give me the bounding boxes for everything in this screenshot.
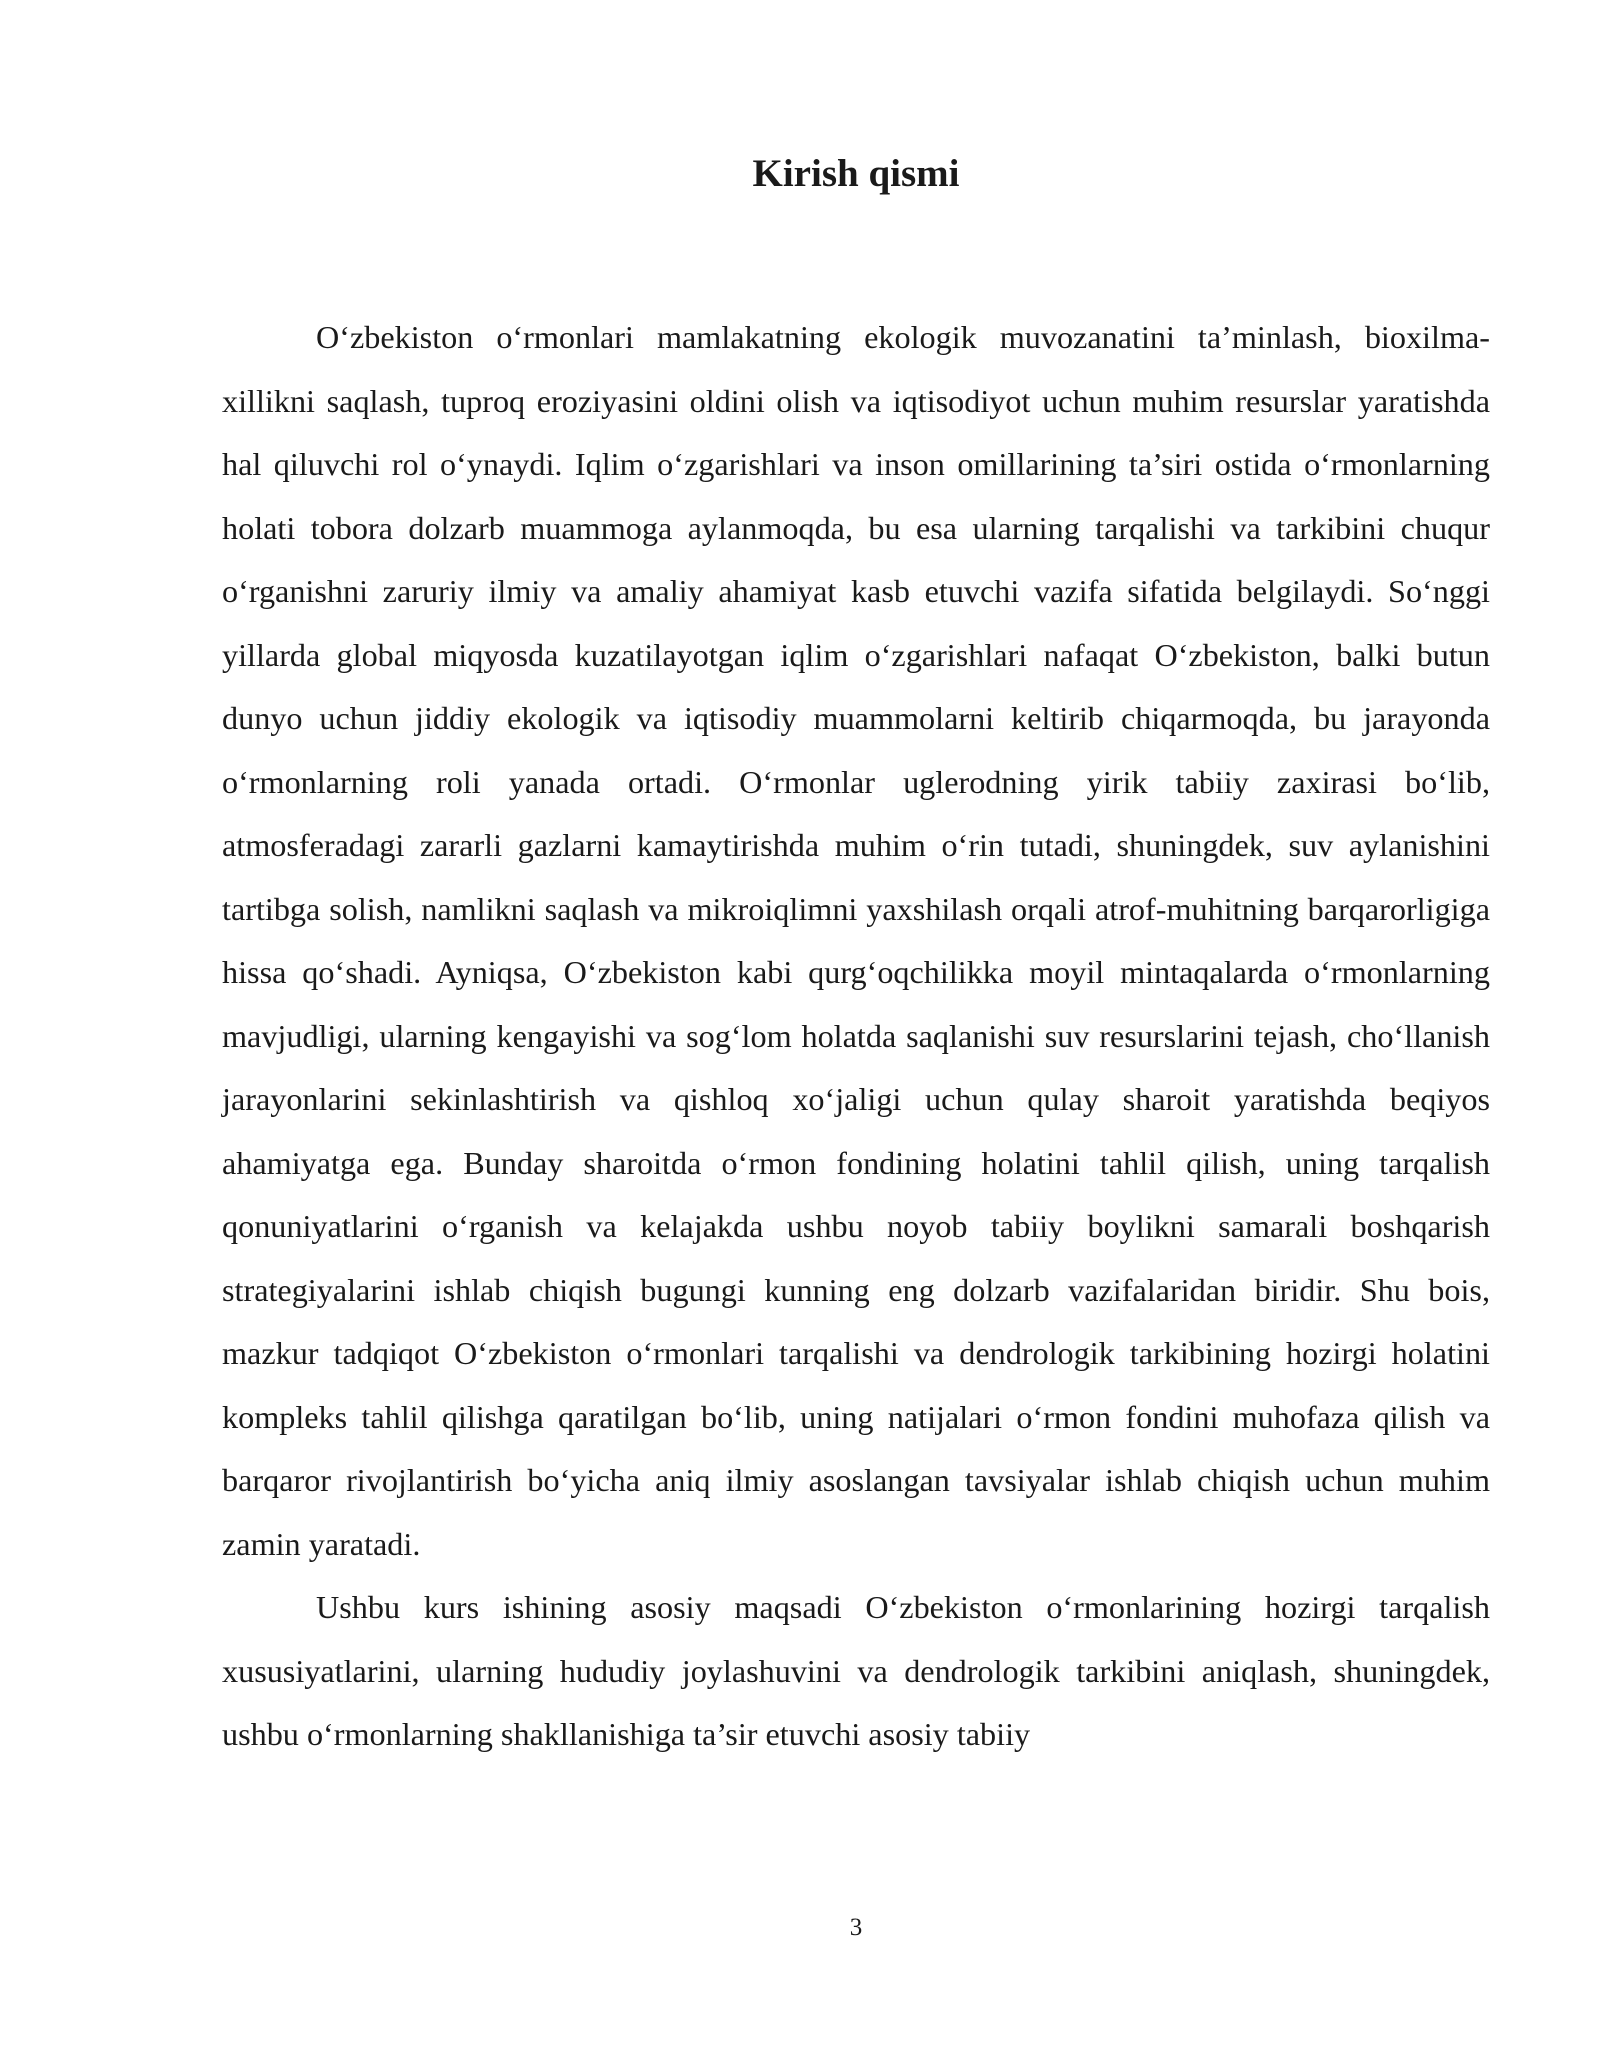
section-title: Kirish qismi xyxy=(752,152,960,195)
document-body xyxy=(222,306,1490,1767)
page-number: 3 xyxy=(849,1914,863,1941)
paragraph-intro: O‘zbekiston o‘rmonlari mamlakatning ekologik muvozanatini ta’minlash, bioxilma-xillikni saqlash, tuproq eroziyasini oldini olish va iqtisodiyot uchun muhim resurslar yaratishda hal qiluvchi rol o‘ynaydi. Iqlim o‘zgarishlari va inson omillarining ta’siri ostida o‘rmonlarning holati tobora dolzarb muammoga aylanmoqda, bu esa ularning tarqalishi va tarkibini chuqur o‘rganishni zaruriy ilmiy va amaliy ahamiyat kasb etuvchi vazifa sifatida belgilaydi. So‘nggi yillarda global miqyosda kuzatilayotgan iqlim o‘zgarishlari nafaqat O‘zbekiston, balki butun dunyo uchun jiddiy ekologik va iqtisodiy muammolarni keltirib chiqarmoqda, bu jarayonda o‘rmonlarning roli yanada ortadi. O‘rmonlar uglerodning yirik tabiiy zaxirasi bo‘lib, atmosferadagi zararli gazlarni kamaytirishda muhim o‘rin tutadi, shuningdek, suv aylanishini tartibga solish, namlikni saqlash va mikroiqlimni yaxshilash orqali atrof-muhitning barqarorligiga hissa qo‘shadi. Ayniqsa, O‘zbekiston kabi qurg‘oqchilikka moyil mintaqalarda o‘rmonlarning mavjudligi, ularning kengayishi va sog‘lom holatda saqlanishi suv resurslarini tejash, cho‘llanish jarayonlarini sekinlashtirish va qishloq xo‘jaligi uchun qulay sharoit yaratishda beqiyos ahamiyatga ega. Bunday sharoitda o‘rmon fondining holatini tahlil qilish, uning tarqalish qonuniyatlarini o‘rganish va kelajakda ushbu noyob tabiiy boylikni samarali boshqarish strategiyalarini ishlab chiqish bugungi kunning eng dolzarb vazifalaridan biridir. Shu bois, mazkur tadqiqot O‘zbekiston o‘rmonlari tarqalishi va dendrologik tarkibining hozirgi holatini kompleks tahlil qilishga qaratilgan bo‘lib, uning natijalari o‘rmon fondini muhofaza qilish va barqaror rivojlantirish bo‘yicha aniq ilmiy asoslangan tavsiyalar ishlab chiqish uchun muhim zamin yaratadi. xyxy=(222,319,1490,1562)
paragraph-purpose: Ushbu kurs ishining asosiy maqsadi O‘zbekiston o‘rmonlarining hozirgi tarqalish xususiyatlarini, ularning hududiy joylashuvini va dendrologik tarkibini aniqlash, shuningdek, ushbu o‘rmonlarning shakllanishiga ta’sir etuvchi asosiy tabiiy xyxy=(222,1589,1490,1752)
